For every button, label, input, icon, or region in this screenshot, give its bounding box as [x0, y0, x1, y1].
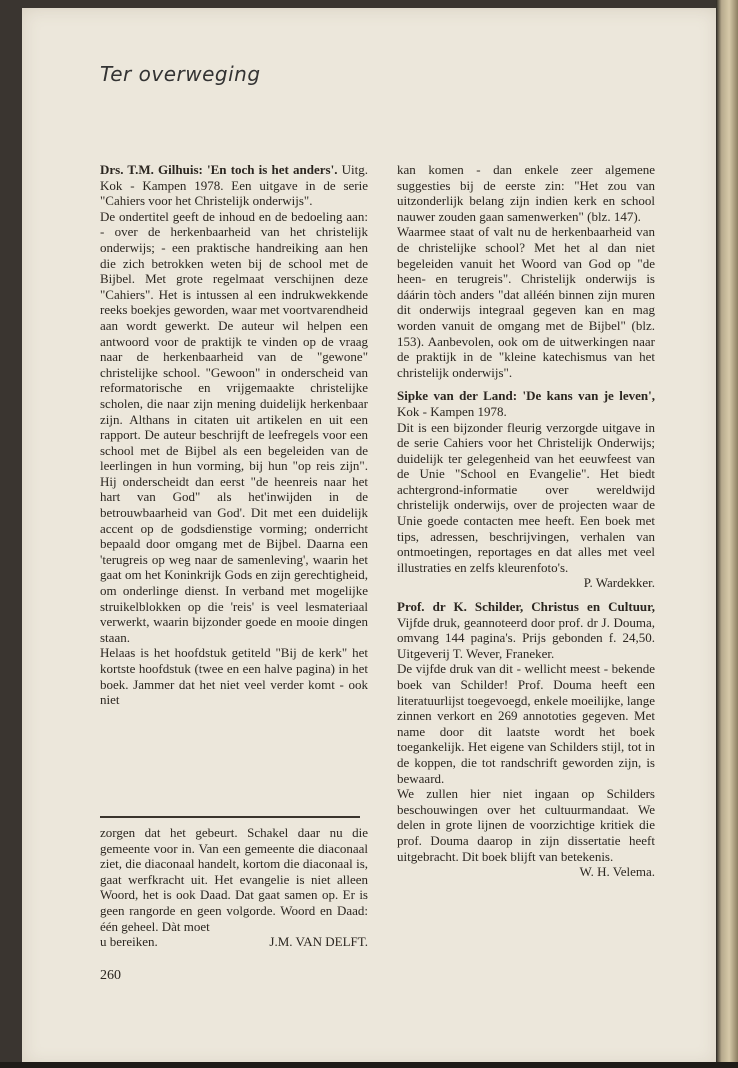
review-2-body: Dit is een bijzonder fleurig verzorgde uitgave in de serie Cahiers voor het Christelijk Onderwijs; duidelijk ter gelegenheid van het eeuwfeest van de Unie "School en Evangelie". Het biedt achtergrond-informatie over wereldwijd christelijk onderwijs, over de projecten waar de Unie goede contacten mee heeft. Een boek met tips, adressen, beschrijvingen, verhalen van ontmoetingen, reportages en dat alles met veel illustraties en zelfs kleurenfoto's.: [397, 419, 655, 575]
review-1-paragraph-1: De ondertitel geeft de inhoud en de bedoeling aan: - over de herkenbaarheid van het christelijk onderwijs; - een praktische handreiking aan hen die zich betrokken weten bij de school met de Bijbel. Met grote regelmaat verschijnen deze "Cahiers". Het is intussen al een indrukwekkende reeks boekjes geworden, waar met voortvarendheid aan wordt gewerkt. De auteur wil helpen een antwoord voor de praktijk te vinden op de vraag naar de herkenbaarheid van de "gewone" christelijke school. "Gewoon" in onderscheid van reformatorische en vrijgemaakte christelijke scholen, die naar zijn mening duidelijk herkenbaar zijn. Althans in citaten uit artikelen en uit een rapport. De auteur beschrijft de leefregels voor een school met de Bijbel als een begeleiden van de leerlingen in hun vorming, bij hun "op reis zijn". Hij onderscheidt dan eerst "de heenreis naar het hart van God" als het'inwijden in de betrouwbaarheid van God'. Dit met een duidelijk accent op de godsdienstige vorming; onderricht bepaald door omgang met de Bijbel. Daarna een 'terugreis op weg naar de samenleving', waarin het gaat om het Koninkrijk Gods en zijn gerechtigheid, om onderlinge dienst. In verband met mogelijke struikelblokken op die 'reis' is veel lesmateriaal verwerkt, waarin bijzonder goede en mooie dingen staan.: [100, 208, 368, 645]
review-1-continued: kan komen - dan enkele zeer algemene suggesties bij de eerste zin: "Het zou van uitzonderlijk belang zijn indien kerk en school nauwer zouden gaan samenwerken" (blz. 147).: [397, 162, 655, 224]
review-1-publication: Uitg. Kok - Kampen 1978. Een uitgave in de serie "Cahiers voor het Christelijk onderwijs".: [100, 162, 368, 209]
review-1-lead: [100, 162, 368, 209]
page-bottom-edge: [0, 1062, 738, 1068]
review-1-heading: Drs. T.M. Gilhuis: 'En toch is het anders'.: [100, 162, 338, 177]
page-number: 260: [100, 968, 121, 983]
review-3-paragraph-1: De vijfde druk van dit - wellicht meest - bekende boek van Schilder! Prof. Douma heeft een literatuurlijst toegevoegd, enkele moeilijke, lange zinnen verkort en 269 annototies gegeven. Met name door dit laatste wordt het boek toegankelijk. Het eigene van Schilders stijl, tot in de koppen, die tot randschrift geworden zijn, is bewaard.: [397, 661, 655, 786]
bottom-note-last-line: u bereiken.: [100, 934, 158, 950]
review-3-publication: Vijfde druk, geannoteerd door prof. dr J. Douma, omvang 144 pagina's. Prijs gebonden f. 24,50. Uitgeverij T. Wever, Franeker.: [397, 614, 655, 661]
review-3-heading: Prof. dr K. Schilder, Christus en Cultuur,: [397, 599, 655, 615]
review-1-paragraph-3: Waarmee staat of valt nu de herkenbaarheid van de christelijke school? Met het al dan niet begeleiden vanuit het Woord van God op "de heen- en terugreis". Christelijk onderwijs is dáárin tòch anders "dat alléén binnen zijn muren dit onderwijs integraal gegeven kan en mag worden vanuit de omgang met de Bijbel" (blz. 153). Aanbevolen, ook om de uitwerkingen naar de praktijk in de "kleine katechismus van het christelijk onderwijs".: [397, 224, 655, 380]
review-2-lead: [397, 388, 655, 419]
review-1-paragraph-2: Helaas is het hoofdstuk getiteld "Bij de kerk" het kortste hoofdstuk (twee en een halve pagina) in het boek. Jammer dat het niet veel verder komt - ook niet: [100, 645, 368, 708]
right-column: [397, 162, 655, 880]
review-3-signature: W. H. Velema.: [579, 864, 655, 880]
page-edge: [716, 0, 738, 1068]
left-column: [100, 162, 368, 708]
review-3-paragraph-2: We zullen hier niet ingaan op Schilders beschouwingen over het cultuurmandaat. We delen in grote lijnen de voorzichtige kritiek die prof. Douma daarop in zijn dissertatie heeft uitgebracht. Dit boek blijft van betekenis.: [397, 786, 655, 864]
section-header: Ter overweging: [100, 62, 261, 86]
review-3-lead: [397, 599, 655, 661]
bottom-note-signature: J.M. VAN DELFT.: [269, 934, 368, 950]
review-2-heading: Sipke van der Land: 'De kans van je leven',: [397, 388, 655, 404]
bottom-note-body: zorgen dat het gebeurt. Schakel daar nu die gemeente voor in. Van een gemeente die diaconaal ziet, die diaconaal handelt, kortom die diaconaal is, gaat werfkracht uit. Het evangelie is niet alleen Woord, het is ook Daad. Dat gaat samen op. Er is geen rangorde en geen volgorde. Woord en Daad: één geheel. Dàt moet: [100, 825, 368, 934]
bottom-note-closing: [100, 934, 368, 950]
bottom-note: [100, 825, 368, 950]
review-2-publication: Kok - Kampen 1978.: [397, 403, 507, 419]
divider-rule: [100, 816, 360, 818]
review-2-signature: P. Wardekker.: [583, 575, 655, 591]
